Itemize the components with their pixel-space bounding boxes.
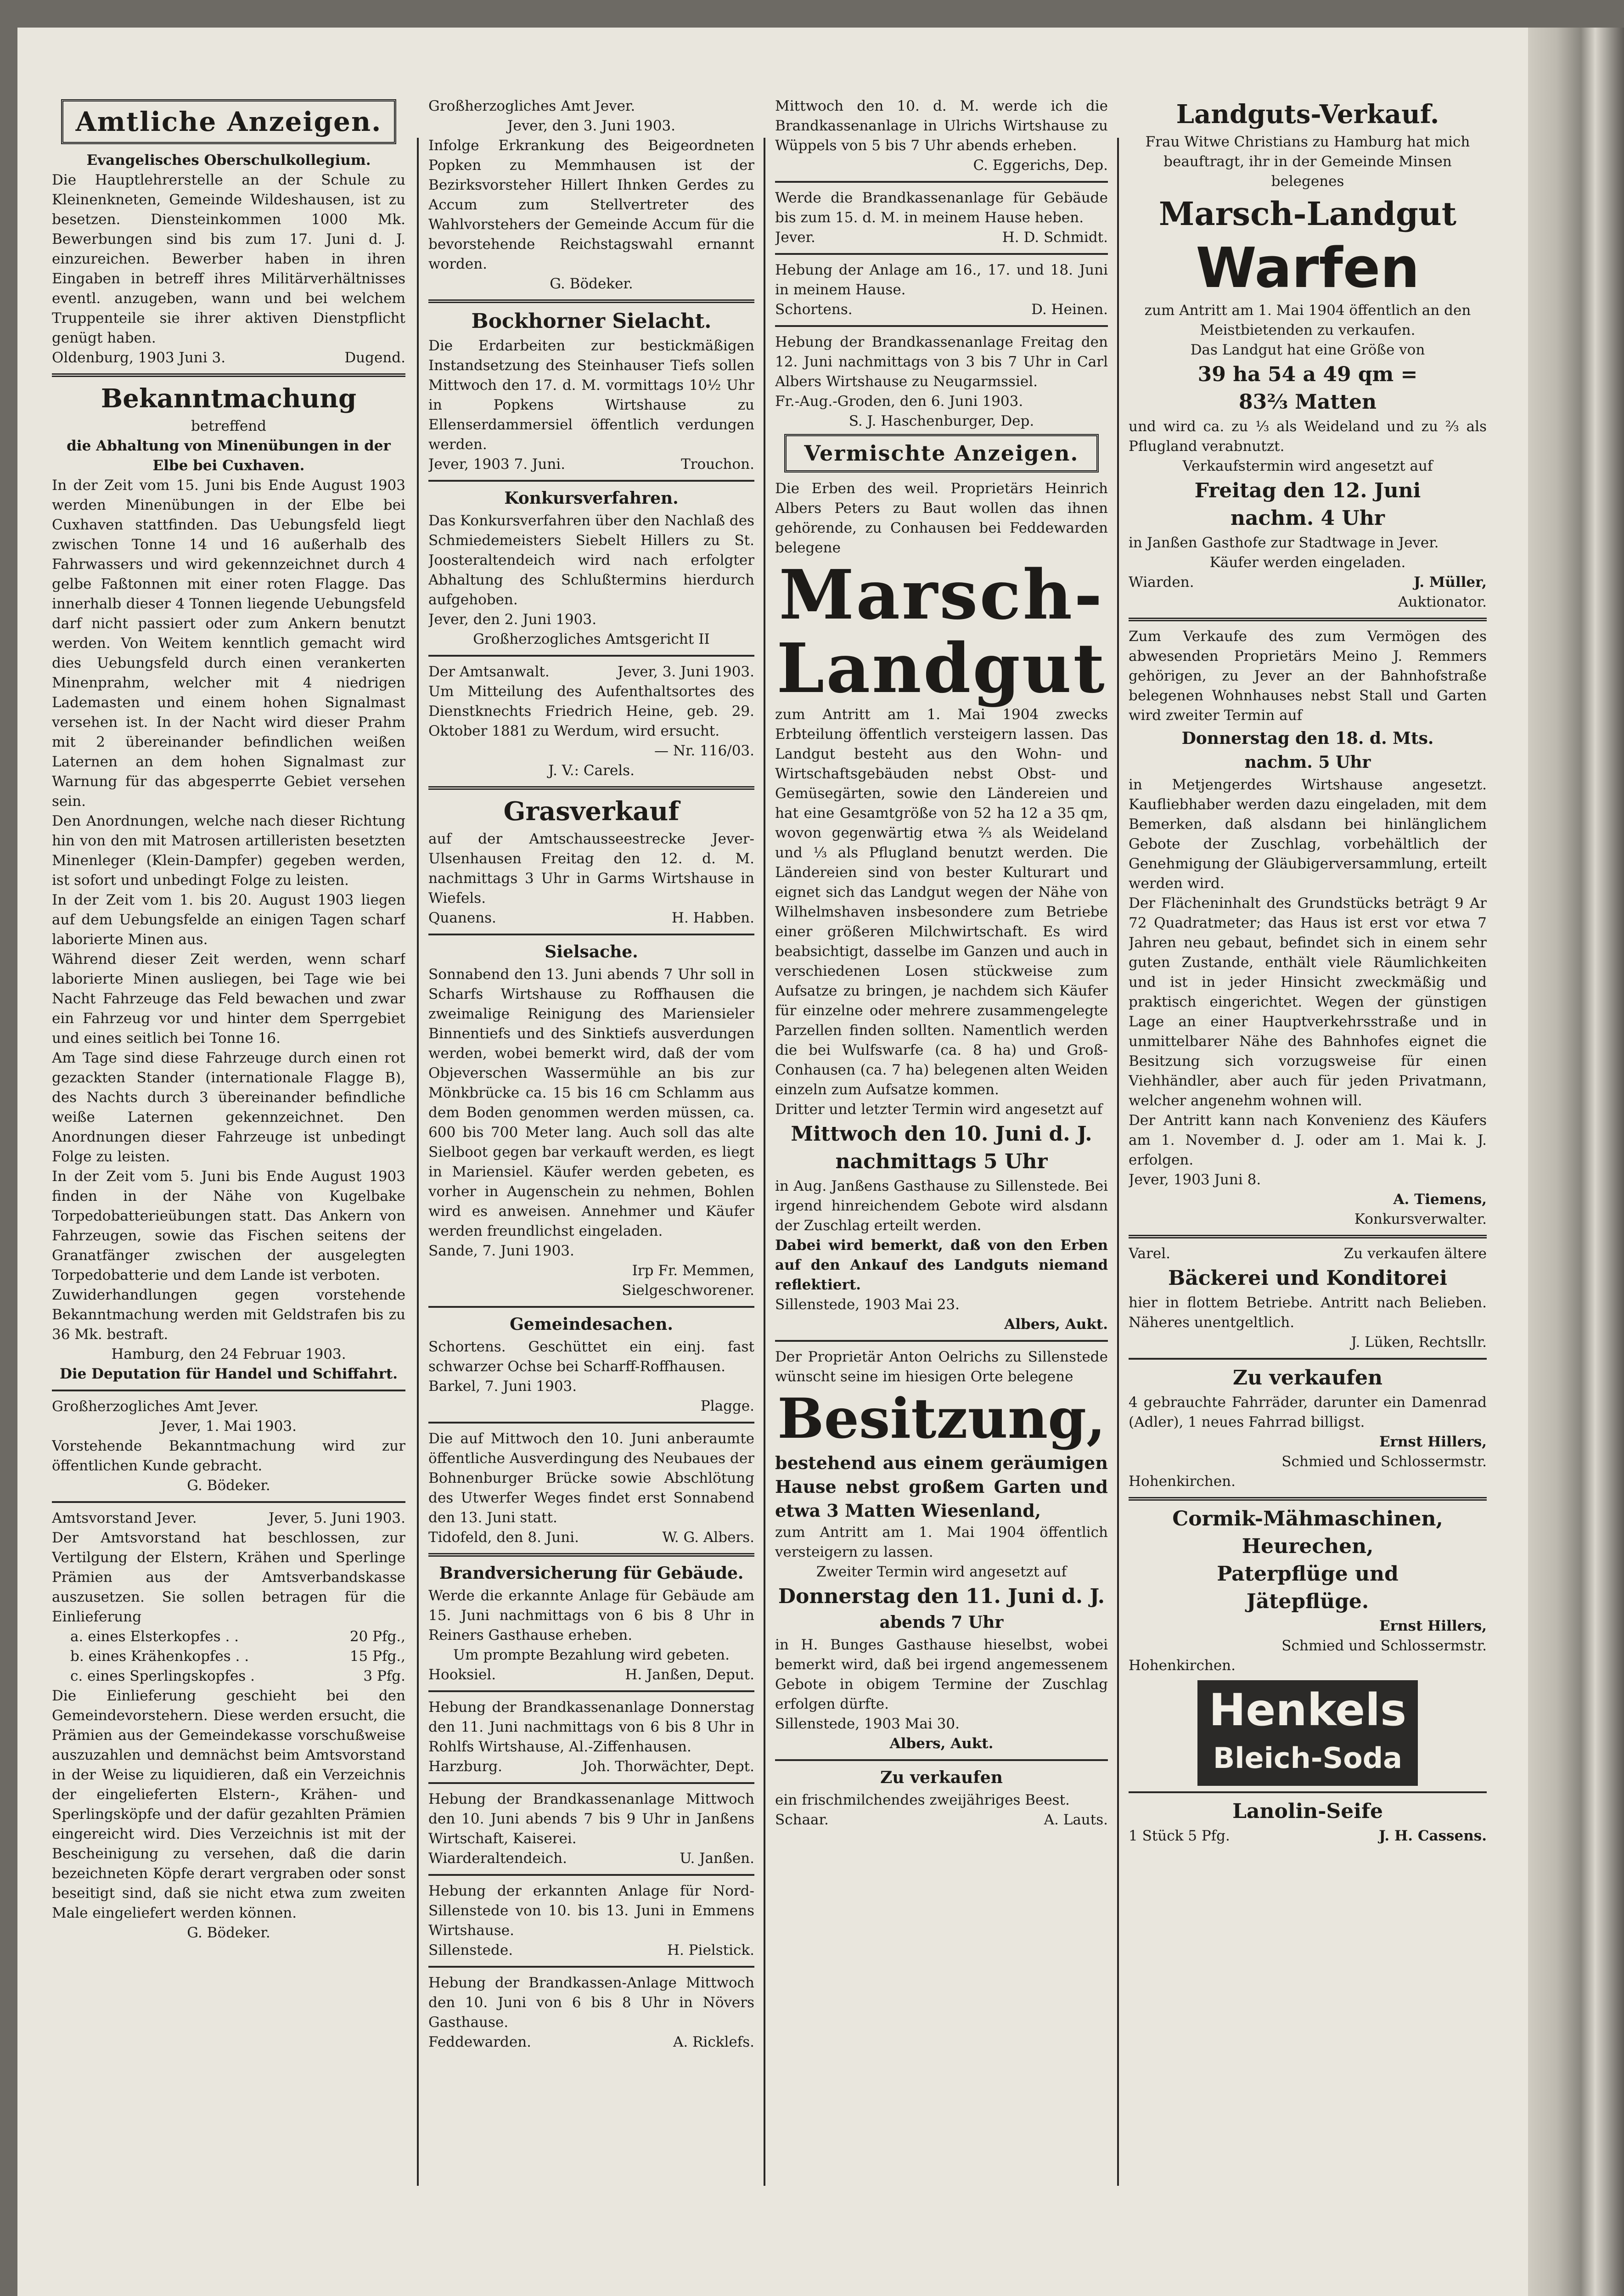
- notice-body: Das Konkursverfahren über den Nachlaß des Schmiedemeisters Siebelt Hillers zu St. Joosteraltendeich wird nach erfolgter Abhaltung des Schlußtermins hierdurch aufgehoben.: [428, 512, 754, 608]
- ad-headline: Cormik-Mähmaschinen,: [1172, 1507, 1443, 1531]
- notice-body: Hebung der Brandkassen-Anlage Mittwoch den 10. Juni von 6 bis 8 Uhr in Növers Gasthause.: [428, 1975, 754, 2031]
- ad-signature-title: Schmied und Schlossermstr.: [1281, 1638, 1487, 1654]
- notice-signature: Harzburg. Joh. Thorwächter, Dept.: [428, 1758, 754, 1775]
- ad-signature: Albers, Aukt.: [889, 1735, 994, 1752]
- notice-body: Die Einlieferung geschieht bei den Gemeindevorstehern. Diese werden ersucht, die Prämien aus der Gemeindekasse vorschußweise auszuzahlen und demnächst beim Amtsvorstand in der Weise zu liquidieren, daß ein Verzeichnis der eingelieferten Elstern-, Krähen- und Sperlingsköpfe und der dafür gezahlten Prämien eingereicht wird. Dies Verzeichnis ist mit der Bescheinigung zu versehen, daß die darin bezeichneten Köpfe derart vergraben oder sonst beseitigt sind, daß sie nicht etwa zum zweiten Male eingeliefert werden können.: [52, 1688, 405, 1921]
- ad-body: bestehend aus einem geräumigen Hause nebst großem Garten und etwa 3 Matten Wiesenland,: [775, 1452, 1108, 1521]
- notice-signature: Oldenburg, 1903 Juni 3. Dugend.: [52, 349, 405, 366]
- divider: [1129, 1358, 1487, 1360]
- ad-headline: Warfen: [1196, 236, 1420, 300]
- column-divider: [1117, 138, 1119, 2186]
- notice-signature: Feddewarden. A. Ricklefs.: [428, 2034, 754, 2050]
- notice-title: Evangelisches Oberschulkollegium.: [86, 152, 371, 169]
- ad-date: Freitag den 12. Juni: [1194, 479, 1421, 502]
- divider: [428, 1690, 754, 1692]
- ad-body: Zweiter Termin wird angesetzt auf: [816, 1564, 1067, 1580]
- ad-place: Hohenkirchen.: [1129, 1657, 1236, 1674]
- notice-title: Bekanntmachung: [101, 383, 357, 414]
- notice-signature: G. Bödeker.: [187, 1925, 270, 1941]
- notice-signature: Jever. H. D. Schmidt.: [775, 229, 1108, 246]
- ad-signature: Schaar. A. Lauts.: [775, 1812, 1108, 1828]
- notice-body: In der Zeit vom 15. Juni bis Ende August 1903 werden Minenübungen in der Elbe bei Cuxhaven stattfinden. Das Uebungsfeld liegt zwischen Tonne 14 und 16 außerhalb des Fahrwassers und wird gekennzeichnet durch 4 gelbe Faßtonnen mit einer roten Flagge. Das innerhalb dieser 4 Tonnen liegende Uebungsfeld darf nicht passiert oder zum Ankern benutzt werden. Von Weitem kenntlich gemacht wird dies Uebungsfeld durch einen verankerten Minenprahm, welcher mit 4 niedrigen Lademasten und einem hohen Signalmast versehen ist. In der Nacht wird dieser Prahm mit 2 übereinander befindlichen weißen Laternen an dem hohen Signalmast zur Warnung für das abgesperrte Gebiet versehen sein.: [52, 477, 405, 810]
- ad-body: Frau Witwe Christians zu Hamburg hat mich beauftragt, ihr in der Gemeinde Minsen belegenes: [1145, 134, 1470, 190]
- notice-authority: Großherzogliches Amt Jever.: [428, 98, 635, 114]
- ad-date: Donnerstag den 18. d. Mts.: [1181, 729, 1434, 748]
- divider: [428, 1422, 754, 1424]
- notice-date: Jever, 1. Mai 1903.: [161, 1418, 297, 1435]
- ad-title: Lanolin-Seife: [1232, 1800, 1383, 1823]
- ad-date: Jever, 1903 Juni 8.: [1129, 1171, 1261, 1188]
- notice-body: In der Zeit vom 1. bis 20. August 1903 liegen auf dem Uebungsfelde an einigen Tagen scharf laborierte Minen aus.: [52, 892, 405, 948]
- ad-title: Zu verkaufen: [1232, 1366, 1383, 1390]
- divider: [1129, 1791, 1487, 1793]
- ad-body: zum Antritt am 1. Mai 1904 öffentlich an den Meistbietenden zu verkaufen.: [1144, 302, 1471, 338]
- notice-signature: J. V.: Carels.: [548, 762, 635, 779]
- divider: [52, 1501, 405, 1503]
- notice-body: Sonnabend den 13. Juni abends 7 Uhr soll in Scharfs Wirtshause zu Roffhausen die zweimalige Reinigung des Mariensieler Binnentiefs und des Sinktiefs ausverdungen werden, wobei bemerkt wird, daß der vom Objeverschen Wassermühle an bis zur Mönkbrücke ca. 15 bis 16 cm Schlamm aus dem Boden genommen werden müssen, ca. 600 bis 700 Meter lang. Auch soll das alte Sielboot gegen bar verkauft werden, es liegt in Mariensiel. Käufer werden gebeten, es vorher in Augenschein zu nehmen, Bohlen wird es anweisen. Annehmer und Käufer werden freundlichst eingeladen.: [428, 966, 754, 1239]
- ad-headline: Marsch-Landgut: [1158, 195, 1457, 233]
- divider: [52, 1390, 405, 1391]
- notice-signature: G. Bödeker.: [187, 1477, 270, 1494]
- newspaper-page: [17, 28, 1528, 2296]
- notice-heading-line: Amtsvorstand Jever. Jever, 5. Juni 1903.: [52, 1510, 405, 1526]
- ad-body: in H. Bunges Gasthause hieselbst, wobei bemerkt wird, daß bei irgend angemessenem Gebote in obigem Termine der Zuschlag erfolgen dürfte.: [775, 1637, 1108, 1712]
- notice-body: Vorstehende Bekanntmachung wird zur öffentlichen Kunde gebracht.: [52, 1438, 405, 1474]
- ad-time: abends 7 Uhr: [879, 1613, 1004, 1632]
- logo-text: Henkels: [1208, 1684, 1407, 1736]
- divider: [775, 181, 1108, 183]
- notice-signature: Tidofeld, den 8. Juni. W. G. Albers.: [428, 1529, 754, 1546]
- ad-body: Das Landgut hat eine Größe von: [1190, 342, 1425, 358]
- ad-body: Die Erben des weil. Proprietärs Heinrich Albers Peters zu Baut wollen das ihnen gehörende, zu Conhausen bei Feddewarden belegene: [775, 480, 1108, 556]
- notice-body: Die Hauptlehrerstelle an der Schule zu Kleinenkneten, Gemeinde Wildeshausen, ist zu besetzen. Diensteinkommen 1000 Mk. Bewerbungen sind bis zum 17. Juni d. J. einzureichen. Bewerber haben in ihren Eingaben in betreff ihres Militärverhältnisses eventl. anzugeben, wann und bei welchem Truppenteile sie ihrer aktiven Dienstpflicht genügt haben.: [52, 172, 405, 346]
- column-1: [52, 96, 405, 2190]
- notice-body: Zuwiderhandlungen gegen vorstehende Bekanntmachung werden mit Geldstrafen bis zu 36 Mk. bestraft.: [52, 1287, 405, 1343]
- bounty-item: b. eines Krähenkopfes . . 15 Pfg.,: [70, 1648, 405, 1665]
- notice-date: Hamburg, den 24 Februar 1903.: [111, 1346, 346, 1362]
- notice-signature: Wiarderaltendeich. U. Janßen.: [428, 1850, 754, 1867]
- ad-body: Verkaufstermin wird angesetzt auf: [1182, 458, 1433, 474]
- notice-body: In der Zeit vom 5. Juni bis Ende August 1903 finden in der Nähe von Kugelbake Torpedobatterieübungen statt. Das Ankern von Fahrzeugen, sowie das Fischen seitens der Granatfänger zwischen der ausgelegten Torpedobatterie und dem Lande ist verboten.: [52, 1168, 405, 1283]
- divider: [428, 1306, 754, 1308]
- divider: [428, 1966, 754, 1968]
- divider: [428, 299, 754, 303]
- notice-signature: C. Eggerichs, Dep.: [973, 157, 1108, 174]
- notice-body: Infolge Erkrankung des Beigeordneten Popken zu Memmhausen ist der Bezirksvorsteher Hillert Ihnken Gerdes zu Accum zum Stellvertreter des Wahlvorstehers der Gemeinde Accum für die bevorstehende Reichstagswahl ernannt worden.: [428, 137, 754, 272]
- ad-body: ein frischmilchendes zweijähriges Beest.: [775, 1792, 1070, 1808]
- notice-body: Den Anordnungen, welche nach dieser Richtung hin von den mit Matrosen artilleristen besetzten Minenleger (Klein-Dampfer) gegeben werden, ist sofort und unbedingt Folge zu leisten.: [52, 813, 405, 889]
- notice-signature: Quanens. H. Habben.: [428, 910, 754, 926]
- ad-body: hier in flottem Betriebe. Antritt nach Belieben. Näheres unentgeltlich.: [1129, 1294, 1487, 1331]
- notice-title: Sielsache.: [545, 942, 638, 962]
- ad-headline: Besitzung,: [777, 1386, 1106, 1451]
- ad-signature: Ernst Hillers,: [1379, 1618, 1487, 1634]
- ad-signature-title: Konkursverwalter.: [1354, 1211, 1487, 1227]
- notice-heading-line: Der Amtsanwalt. Jever, 3. Juni 1903.: [428, 664, 754, 680]
- notice-body: Mittwoch den 10. d. M. werde ich die Brandkassenanlage in Ulrichs Wirtshause zu Wüppels von 5 bis 7 Uhr abends erheben.: [775, 98, 1108, 154]
- notice-signature: Jever, 1903 7. Juni. Trouchon.: [428, 456, 754, 473]
- divider: [428, 1782, 754, 1784]
- ad-signature: Albers, Aukt.: [1004, 1316, 1108, 1333]
- ad-body: Der Proprietär Anton Oelrichs zu Sillenstede wünscht seine im hiesigen Orte belegene: [775, 1349, 1108, 1385]
- divider: [52, 373, 405, 377]
- ad-body: Zum Verkaufe des zum Vermögen des abwesenden Proprietärs Meino J. Remmers gehörigen, zu Jever an der Bahnhofstraße belegenen Wohnhauses nebst Stall und Garten wird zweiter Termin auf: [1129, 628, 1487, 724]
- notice-body: Hebung der Brandkassenanlage Freitag den 12. Juni nachmittags von 3 bis 7 Uhr in Carl Albers Wirtshause zu Neugarmssiel.: [775, 334, 1108, 390]
- notice-body: Am Tage sind diese Fahrzeuge durch einen rot gezackten Stander (internationale Flagge B), des Nachts durch 3 übereinander befindliche weiße Laternen gekennzeichnet. Den Anordnungen dieser Fahrzeuge ist unbedingt Folge zu leisten.: [52, 1050, 405, 1165]
- divider: [775, 1340, 1108, 1342]
- notice-subtitle: betreffend: [191, 418, 266, 434]
- notice-signature: G. Bödeker.: [550, 276, 633, 292]
- ad-headline: Bäckerei und Konditorei: [1168, 1266, 1447, 1290]
- ad-signature: J. Lüken, Rechtsllr.: [1351, 1334, 1487, 1351]
- ad-date: Mittwoch den 10. Juni d. J.: [791, 1122, 1092, 1146]
- notice-signature: Sillenstede. H. Pielstick.: [428, 1942, 754, 1958]
- divider: [428, 655, 754, 657]
- column-divider: [417, 138, 419, 2186]
- notice-body: Die Erdarbeiten zur bestickmäßigen Instandsetzung des Steinhauser Tiefs sollen Mittwoch den 17. d. M. vormittags 10½ Uhr in Popkens Wirtshause zu Ellenserdammersiel öffentlich verdungen werden.: [428, 338, 754, 453]
- notice-body: Hebung der Anlage am 16., 17. und 18. Juni in meinem Hause.: [775, 262, 1108, 298]
- divider: [428, 1553, 754, 1557]
- notice-body: Um Mitteilung des Aufenthaltsortes des Dienstknechts Friedrich Heine, geb. 29. Oktober 1881 zu Werdum, wird ersucht.: [428, 683, 754, 739]
- section-header-official: Amtliche Anzeigen.: [61, 99, 396, 144]
- henkels-logo: [1197, 1680, 1418, 1786]
- ad-body: Dritter und letzter Termin wird angesetzt auf: [775, 1101, 1103, 1118]
- ad-body: Der Antritt kann nach Konvenienz des Käufers am 1. November d. J. oder am 1. Mai k. J. erfolgen.: [1129, 1112, 1487, 1168]
- ad-signature: A. Tiemens,: [1393, 1191, 1487, 1208]
- notice-signature: Irp Fr. Memmen,: [632, 1262, 754, 1279]
- ad-body: in Aug. Janßens Gasthause zu Sillenstede. Bei irgend hinreichendem Gebote wird alsdann der Zuschlag erteilt werden.: [775, 1178, 1108, 1234]
- notice-body: Hebung der Brandkassenanlage Mittwoch den 10. Juni abends 7 bis 9 Uhr in Janßens Wirtschaft, Kaiserei.: [428, 1791, 754, 1847]
- column-4: [1129, 96, 1487, 2190]
- notice-body: Hebung der erkannten Anlage für Nord-Sillenstede von 10. bis 13. Juni in Emmens Wirtshause.: [428, 1883, 754, 1939]
- ad-signature: Wiarden. J. Müller,: [1129, 574, 1487, 591]
- ad-body: Käufer werden eingeladen.: [1209, 554, 1406, 571]
- ad-date: Sillenstede, 1903 Mai 23.: [775, 1296, 960, 1313]
- divider: [775, 1759, 1108, 1761]
- notice-authority: Großherzogliches Amt Jever.: [52, 1398, 259, 1415]
- ad-headline: Landgut: [776, 628, 1107, 708]
- ad-headline: Heurechen,: [1242, 1535, 1374, 1558]
- ad-time: nachm. 4 Uhr: [1231, 506, 1385, 530]
- divider: [1129, 618, 1487, 621]
- ad-headline: Marsch-: [779, 555, 1104, 635]
- ad-title: Landguts-Verkauf.: [1176, 99, 1439, 129]
- notice-body: auf der Amtschausseestrecke Jever-Ulsenhausen Freitag den 12. d. M. nachmittags 3 Uhr in Garms Wirtshause in Wiefels.: [428, 831, 754, 906]
- notice-subject: die Abhaltung von Minenübungen in der Elbe bei Cuxhaven.: [67, 438, 391, 474]
- ad-size: 83⅔ Matten: [1239, 390, 1377, 414]
- ad-place: Hohenkirchen.: [1129, 1473, 1236, 1490]
- bounty-item: a. eines Elsterkopfes . . 20 Pfg.,: [70, 1628, 405, 1645]
- ad-headline: Jätepflüge.: [1246, 1590, 1369, 1613]
- notice-title: Gemeindesachen.: [510, 1315, 673, 1334]
- notice-body: Die auf Mittwoch den 10. Juni anberaumte öffentliche Ausverdingung des Neubaues der Bohnenburger Brücke sowie Abschlötung des Utwerfer Weges findet erst Sonnabend den 13. Juni statt.: [428, 1430, 754, 1526]
- divider: [1129, 1235, 1487, 1238]
- notice-signature: S. J. Haschenburger, Dep.: [849, 413, 1034, 429]
- ad-date: Donnerstag den 11. Juni d. J.: [778, 1585, 1105, 1608]
- ad-time: nachm. 5 Uhr: [1244, 753, 1371, 772]
- notice-signature: Plagge.: [700, 1398, 754, 1414]
- ad-body: 4 gebrauchte Fahrräder, darunter ein Damenrad (Adler), 1 neues Fahrrad billigst.: [1129, 1394, 1487, 1430]
- notice-body: Schortens. Geschüttet ein einj. fast schwarzer Ochse bei Scharff-Roffhausen.: [428, 1339, 754, 1375]
- column-3: [775, 96, 1108, 2190]
- ad-title: Zu verkaufen: [880, 1768, 1003, 1787]
- column-divider: [764, 138, 765, 2186]
- ad-body: zum Antritt am 1. Mai 1904 öffentlich versteigern zu lassen.: [775, 1524, 1108, 1560]
- notice-body: Werde die erkannte Anlage für Gebäude am 15. Juni nachmittags von 6 bis 8 Uhr in Reiners Gasthause erheben.: [428, 1587, 754, 1643]
- ad-time: nachmittags 5 Uhr: [835, 1150, 1048, 1173]
- divider: [428, 786, 754, 790]
- notice-title: Konkursverfahren.: [504, 489, 679, 508]
- notice-body: Während dieser Zeit werden, wenn scharf laborierte Minen ausliegen, bei Tage wie bei Nacht Fahrzeuge das Feld bewachen und zwar ein Fahrzeug vor und hinter dem Sperrgebiet und eines seitlich bei Tonne 16.: [52, 951, 405, 1047]
- divider: [1129, 1497, 1487, 1501]
- ad-body: und wird ca. zu ⅓ als Weideland und zu ⅔ als Pflugland verabnutzt.: [1129, 418, 1487, 455]
- section-header-misc: Vermischte Anzeigen.: [784, 434, 1099, 473]
- notice-date: Barkel, 7. Juni 1903.: [428, 1378, 577, 1395]
- notice-body: Der Amtsvorstand hat beschlossen, zur Vertilgung der Elstern, Krähen und Sperlinge Prämien aus der Amtsverbandskasse auszusetzen. Sie sollen betragen für die Einlieferung: [52, 1530, 405, 1625]
- column-2: [428, 96, 754, 2190]
- divider: [428, 480, 754, 482]
- notice-date: Fr.-Aug.-Groden, den 6. Juni 1903.: [775, 393, 1023, 410]
- ad-signature: 1 Stück 5 Pfg. J. H. Cassens.: [1129, 1828, 1487, 1844]
- page-edge: [1528, 28, 1624, 2296]
- notice-body: Hebung der Brandkassenanlage Donnerstag den 11. Juni nachmittags von 6 bis 8 Uhr in Rohlfs Wirtshause, Al.-Ziffenhausen.: [428, 1699, 754, 1755]
- ad-signature-title: Auktionator.: [1398, 594, 1487, 610]
- divider: [775, 253, 1108, 255]
- ad-note: Dabei wird bemerkt, daß von den Erben auf den Ankauf des Landguts niemand reflektiert.: [775, 1237, 1108, 1293]
- notice-title: Grasverkauf: [503, 796, 680, 827]
- notice-signature: Schortens. D. Heinen.: [775, 301, 1108, 318]
- ad-body: zum Antritt am 1. Mai 1904 zwecks Erbteilung öffentlich versteigern lassen. Das Landgut besteht aus den Wohn- und Wirtschaftsgebäuden nebst Obst- und Gemüsegärten, sowie den Ländereien und hat eine Gesamtgröße von 52 ha 12 a 35 qm, wovon gegenwärtig etwa ⅔ als Weideland und ⅓ als Pflugland benutzt werden. Die Ländereien sind von bester Kulturart und eignet sich das Landgut wegen der Nähe von Wilhelmshaven insbesondere zum Betriebe einer größeren Milchwirtschaft. Es wird beabsichtigt, dasselbe im Ganzen und auch in verschiedenen Losen stückweise zum Aufsatze zu bringen, je nachdem sich Käufer für einzelne oder mehrere zusammengelegte Parzellen finden sollten. Namentlich werden die bei Wulfswarfe (ca. 8 ha) und Groß-Conhausen (ca. 7 ha) belegenen alten Weiden einzeln zum Aufsatze kommen.: [775, 706, 1108, 1098]
- ad-size: 39 ha 54 a 49 qm =: [1197, 363, 1418, 386]
- notice-reference: — Nr. 116/03.: [654, 743, 754, 759]
- logo-text: Bleich-Soda: [1213, 1741, 1402, 1775]
- notice-body: Werde die Brandkassenanlage für Gebäude bis zum 15. d. M. in meinem Hause heben.: [775, 190, 1108, 226]
- ad-date: Sillenstede, 1903 Mai 30.: [775, 1716, 960, 1732]
- ad-headline: Paterpflüge und: [1217, 1562, 1399, 1586]
- ad-body: in Metjengerdes Wirtshause angesetzt. Kaufliebhaber werden dazu eingeladen, mit dem Bemerken, daß alsdann bei hinlänglichem Gebote der Zuschlag, vorbehältlich der Genehmigung der Gläubigerversammlung, erteilt werden wird.: [1129, 777, 1487, 892]
- notice-date: Sande, 7. Juni 1903.: [428, 1243, 574, 1259]
- ad-signature-title: Schmied und Schlossermstr.: [1281, 1453, 1487, 1470]
- divider: [428, 934, 754, 935]
- notice-date: Jever, den 2. Juni 1903.: [428, 611, 597, 628]
- ad-body: in Janßen Gasthofe zur Stadtwage in Jever.: [1129, 535, 1439, 551]
- ad-heading-line: Varel. Zu verkaufen ältere: [1129, 1245, 1487, 1262]
- ad-body: Der Flächeninhalt des Grundstücks beträgt 9 Ar 72 Quadratmeter; das Haus ist erst vor etwa 7 Jahren neu gebaut, befindet sich in einem sehr guten Zustande, enthält viele Räumlichkeiten und ist in jeder Hinsicht zweckmäßig und praktisch eingerichtet. Wegen der günstigen Lage an einer Hauptverkehrsstraße und in unmittelbarer Nähe des Bahnhofes eignet die Besitzung sich vorzugsweise für einen Viehhändler, aber auch für jeden Privatmann, welcher angenehm wohnen will.: [1129, 895, 1487, 1109]
- notice-title: Bockhorner Sielacht.: [471, 310, 712, 333]
- notice-title: Brandversicherung für Gebäude.: [439, 1564, 744, 1583]
- bounty-item: c. eines Sperlingskopfes . 3 Pfg.: [70, 1668, 405, 1684]
- divider: [775, 325, 1108, 327]
- notice-signature-title: Sielgeschworener.: [622, 1282, 754, 1299]
- ad-signature: Ernst Hillers,: [1379, 1434, 1487, 1450]
- notice-body: Um prompte Bezahlung wird gebeten.: [453, 1647, 730, 1663]
- notice-signature: Großherzogliches Amtsgericht II: [473, 631, 710, 647]
- divider: [428, 1874, 754, 1876]
- notice-signature: Hooksiel. H. Janßen, Deput.: [428, 1666, 754, 1683]
- notice-signature: Die Deputation für Handel und Schiffahrt.: [59, 1366, 398, 1382]
- notice-date: Jever, den 3. Juni 1903.: [507, 118, 676, 134]
